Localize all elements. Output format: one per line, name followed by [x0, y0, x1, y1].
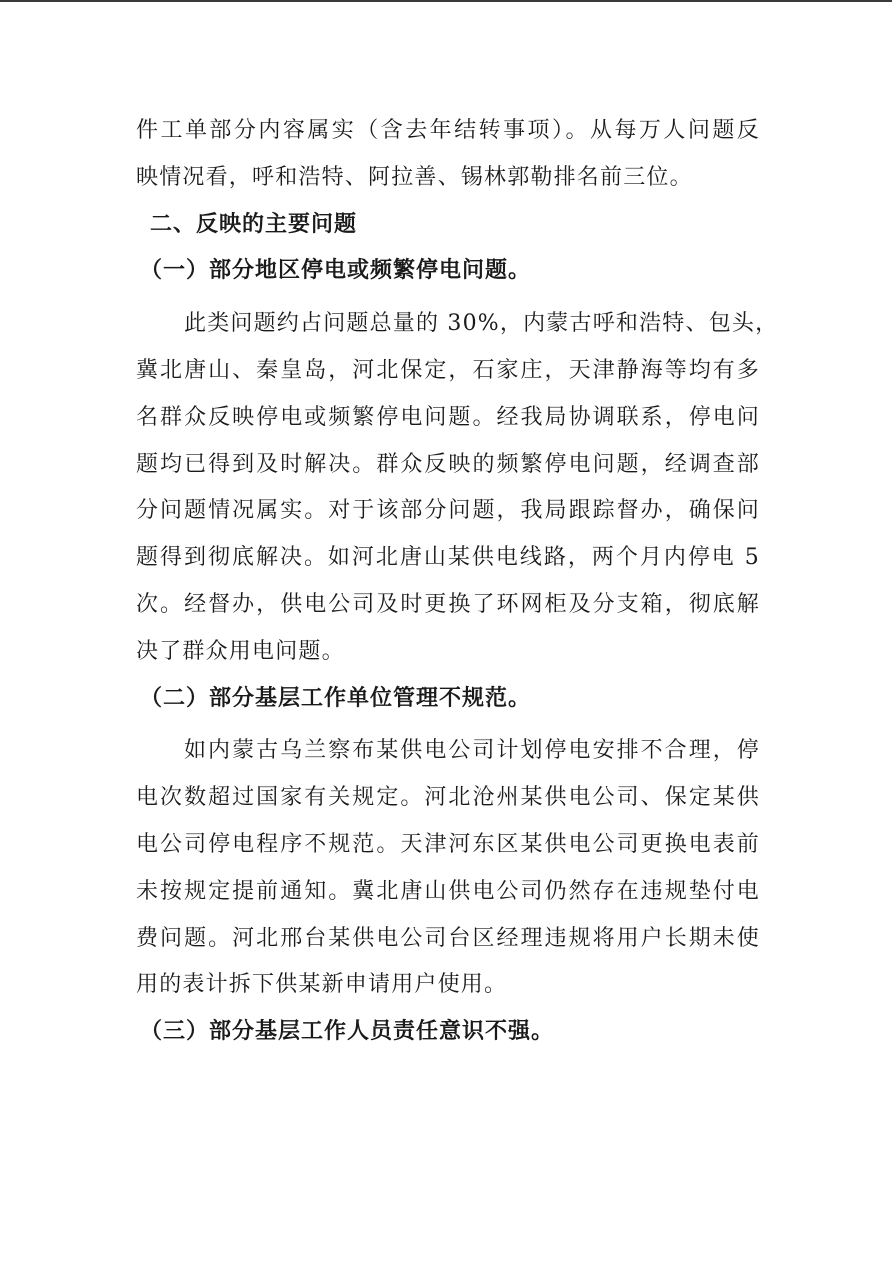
intro-line-1: 件工单部分内容属实（含去年结转事项）。从每万人问题反	[136, 118, 760, 143]
paragraph-line: 如内蒙古乌兰察布某供电公司计划停电安排不合理，停	[184, 738, 760, 764]
paragraph-line: 费问题。河北邢台某供电公司台区经理违规将用户长期未使	[136, 925, 760, 951]
paragraph-line: 次。经督办，供电公司及时更换了环网柜及分支箱，彻底解	[136, 591, 760, 617]
paragraph-power-outage	[136, 301, 779, 675]
paragraph-line: 用的表计拆下供某新申请用户使用。	[136, 972, 508, 998]
document-page	[136, 108, 779, 1056]
paragraph-line: 此类问题约占问题总量的 30%，内蒙古呼和浩特、包头，	[184, 311, 779, 337]
paragraph-line: 未按规定提前通知。冀北唐山供电公司仍然存在违规垫付电	[136, 878, 760, 904]
subheading-management-irregular: （二）部分基层工作单位管理不规范。	[140, 685, 532, 711]
paragraph-line: 题均已得到及时解决。群众反映的频繁停电问题，经调查部	[136, 451, 760, 477]
paragraph-line: 名群众反映停电或频繁停电问题。经我局协调联系，停电问	[136, 404, 760, 430]
section-heading-main-issues: 二、反映的主要问题	[150, 211, 358, 237]
paragraph-line: 电次数超过国家有关规定。河北沧州某供电公司、保定某供	[136, 785, 760, 811]
subheading-power-outage: （一）部分地区停电或频繁停电问题。	[140, 258, 532, 284]
intro-line-2: 映情况看，呼和浩特、阿拉善、锡林郭勒排名前三位。	[136, 164, 693, 190]
intro-paragraph	[136, 108, 760, 202]
paragraph-line: 冀北唐山、秦皇岛，河北保定，石家庄，天津静海等均有多	[136, 357, 760, 383]
subheading-staff-responsibility: （三）部分基层工作人员责任意识不强。	[140, 1019, 555, 1045]
paragraph-management-irregular	[136, 728, 760, 1009]
paragraph-line: 决了群众用电问题。	[136, 638, 345, 664]
top-border-line	[0, 0, 892, 2]
paragraph-line: 分问题情况属实。对于该部分问题，我局跟踪督办，确保问	[136, 498, 760, 524]
paragraph-line: 题得到彻底解决。如河北唐山某供电线路，两个月内停电 5	[136, 545, 760, 571]
paragraph-line: 电公司停电程序不规范。天津河东区某供电公司更换电表前	[136, 831, 760, 857]
